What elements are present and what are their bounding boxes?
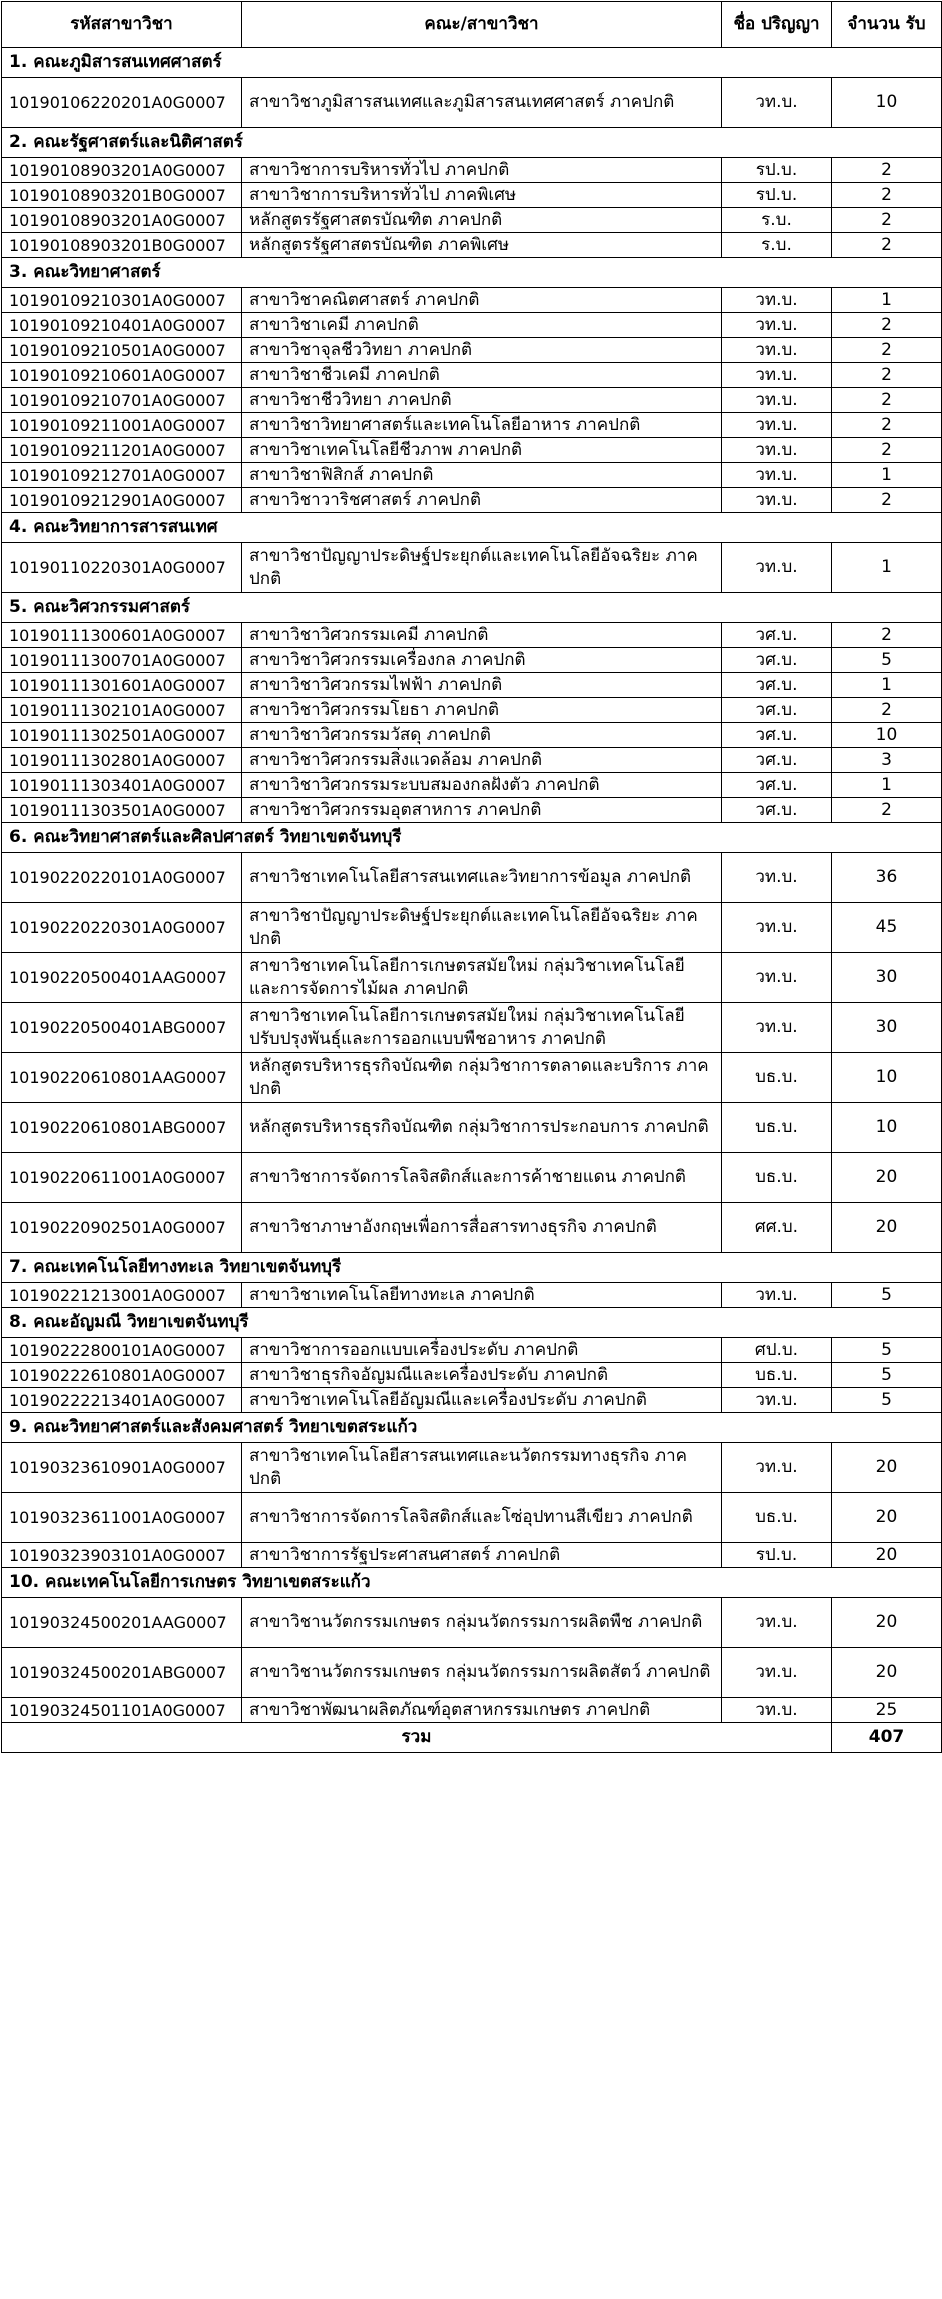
section-row xyxy=(2,128,942,158)
table-row xyxy=(2,1363,942,1388)
row-degree: รป.บ. xyxy=(722,1543,832,1568)
row-program: สาขาวิชาการจัดการโลจิสติกส์และโซ่อุปทานสีเขียว ภาคปกติ xyxy=(242,1493,722,1543)
row-program: สาขาวิชาพัฒนาผลิตภัณฑ์อุตสาหกรรมเกษตร ภาคปกติ xyxy=(242,1698,722,1723)
table-body xyxy=(2,48,942,1723)
row-code: 10190108903201B0G0007 xyxy=(2,183,242,208)
row-program: สาขาวิชาปัญญาประดิษฐ์ประยุกต์และเทคโนโลยีอัจฉริยะ ภาคปกติ xyxy=(242,543,722,593)
table-row xyxy=(2,1598,942,1648)
table-row xyxy=(2,183,942,208)
row-seats: 30 xyxy=(832,1003,942,1053)
section-row xyxy=(2,258,942,288)
row-code: 10190111302101A0G0007 xyxy=(2,698,242,723)
section-row xyxy=(2,823,942,853)
row-program: สาขาวิชาวิศวกรรมระบบสมองกลฝังตัว ภาคปกติ xyxy=(242,773,722,798)
row-code: 10190110220301A0G0007 xyxy=(2,543,242,593)
row-seats: 2 xyxy=(832,388,942,413)
section-title: 6. คณะวิทยาศาสตร์และศิลปศาสตร์ วิทยาเขตจันทบุรี xyxy=(2,823,942,853)
table-row xyxy=(2,773,942,798)
row-program: สาขาวิชาการจัดการโลจิสติกส์และการค้าชายแดน ภาคปกติ xyxy=(242,1153,722,1203)
table-row xyxy=(2,233,942,258)
row-code: 10190109212701A0G0007 xyxy=(2,463,242,488)
row-program: หลักสูตรรัฐศาสตรบัณฑิต ภาคพิเศษ xyxy=(242,233,722,258)
row-code: 10190323610901A0G0007 xyxy=(2,1443,242,1493)
section-title: 9. คณะวิทยาศาสตร์และสังคมศาสตร์ วิทยาเขตสระแก้ว xyxy=(2,1413,942,1443)
row-seats: 2 xyxy=(832,798,942,823)
row-degree: วท.บ. xyxy=(722,1698,832,1723)
row-code: 10190108903201A0G0007 xyxy=(2,158,242,183)
table-row xyxy=(2,673,942,698)
row-code: 10190323611001A0G0007 xyxy=(2,1493,242,1543)
row-code: 10190111303501A0G0007 xyxy=(2,798,242,823)
row-program: สาขาวิชาการบริหารทั่วไป ภาคปกติ xyxy=(242,158,722,183)
row-degree: ร.บ. xyxy=(722,208,832,233)
table-row xyxy=(2,1053,942,1103)
row-program: สาขาวิชาเทคโนโลยีอัญมณีและเครื่องประดับ ภาคปกติ xyxy=(242,1388,722,1413)
row-degree: บธ.บ. xyxy=(722,1103,832,1153)
row-program: สาขาวิชาชีวเคมี ภาคปกติ xyxy=(242,363,722,388)
row-program: สาขาวิชาวิศวกรรมเคมี ภาคปกติ xyxy=(242,623,722,648)
row-seats: 2 xyxy=(832,183,942,208)
header-row xyxy=(2,2,942,48)
row-seats: 2 xyxy=(832,363,942,388)
total-value: 407 xyxy=(832,1723,942,1753)
row-code: 10190220500401ABG0007 xyxy=(2,1003,242,1053)
row-code: 10190108903201A0G0007 xyxy=(2,208,242,233)
row-seats: 2 xyxy=(832,313,942,338)
row-degree: รป.บ. xyxy=(722,183,832,208)
row-code: 10190111303401A0G0007 xyxy=(2,773,242,798)
row-program: สาขาวิชาเทคโนโลยีการเกษตรสมัยใหม่ กลุ่มวิชาเทคโนโลยีปรับปรุงพันธุ์และการออกแบบพืชอาหาร ภาคปกติ xyxy=(242,1003,722,1053)
table-row xyxy=(2,413,942,438)
row-seats: 3 xyxy=(832,748,942,773)
row-degree: บธ.บ. xyxy=(722,1493,832,1543)
table-row xyxy=(2,1543,942,1568)
table-row xyxy=(2,78,942,128)
header-degree: ชื่อ ปริญญา xyxy=(722,2,832,48)
row-seats: 2 xyxy=(832,208,942,233)
row-degree: ร.บ. xyxy=(722,233,832,258)
row-degree: ศศ.บ. xyxy=(722,1203,832,1253)
row-program: หลักสูตรบริหารธุรกิจบัณฑิต กลุ่มวิชาการตลาดและบริการ ภาคปกติ xyxy=(242,1053,722,1103)
row-code: 10190222610801A0G0007 xyxy=(2,1363,242,1388)
row-degree: วศ.บ. xyxy=(722,673,832,698)
row-code: 10190111302801A0G0007 xyxy=(2,748,242,773)
table-row xyxy=(2,1153,942,1203)
table-row xyxy=(2,208,942,233)
row-program: สาขาวิชาปัญญาประดิษฐ์ประยุกต์และเทคโนโลยีอัจฉริยะ ภาคปกติ xyxy=(242,903,722,953)
row-degree: ศป.บ. xyxy=(722,1338,832,1363)
section-title: 3. คณะวิทยาศาสตร์ xyxy=(2,258,942,288)
table-row xyxy=(2,698,942,723)
row-seats: 1 xyxy=(832,288,942,313)
row-program: สาขาวิชานวัตกรรมเกษตร กลุ่มนวัตกรรมการผลิตพืช ภาคปกติ xyxy=(242,1598,722,1648)
table-row xyxy=(2,488,942,513)
row-program: สาขาวิชาวิศวกรรมไฟฟ้า ภาคปกติ xyxy=(242,673,722,698)
row-degree: วศ.บ. xyxy=(722,648,832,673)
row-degree: วท.บ. xyxy=(722,388,832,413)
row-code: 10190220220101A0G0007 xyxy=(2,853,242,903)
header-program: คณะ/สาขาวิชา xyxy=(242,2,722,48)
row-degree: วท.บ. xyxy=(722,338,832,363)
row-degree: บธ.บ. xyxy=(722,1363,832,1388)
row-program: สาขาวิชาวิศวกรรมอุตสาหการ ภาคปกติ xyxy=(242,798,722,823)
table-row xyxy=(2,1203,942,1253)
table-row xyxy=(2,623,942,648)
row-seats: 1 xyxy=(832,773,942,798)
row-code: 10190220610801ABG0007 xyxy=(2,1103,242,1153)
table-row xyxy=(2,1443,942,1493)
row-degree: วท.บ. xyxy=(722,1003,832,1053)
row-code: 10190109210401A0G0007 xyxy=(2,313,242,338)
row-program: สาขาวิชาคณิตศาสตร์ ภาคปกติ xyxy=(242,288,722,313)
row-code: 10190109211201A0G0007 xyxy=(2,438,242,463)
table-row xyxy=(2,1698,942,1723)
row-degree: บธ.บ. xyxy=(722,1053,832,1103)
row-program: หลักสูตรรัฐศาสตรบัณฑิต ภาคปกติ xyxy=(242,208,722,233)
row-code: 10190220610801AAG0007 xyxy=(2,1053,242,1103)
row-degree: วท.บ. xyxy=(722,438,832,463)
row-code: 10190109210501A0G0007 xyxy=(2,338,242,363)
section-title: 1. คณะภูมิสารสนเทศศาสตร์ xyxy=(2,48,942,78)
row-degree: วท.บ. xyxy=(722,1598,832,1648)
row-seats: 5 xyxy=(832,1388,942,1413)
row-seats: 20 xyxy=(832,1648,942,1698)
row-degree: วศ.บ. xyxy=(722,773,832,798)
total-row xyxy=(2,1723,942,1753)
row-code: 10190324501101A0G0007 xyxy=(2,1698,242,1723)
section-title: 4. คณะวิทยาการสารสนเทศ xyxy=(2,513,942,543)
row-seats: 1 xyxy=(832,463,942,488)
table-row xyxy=(2,1493,942,1543)
table-row xyxy=(2,1388,942,1413)
row-program: สาขาวิชาเทคโนโลยีทางทะเล ภาคปกติ xyxy=(242,1283,722,1308)
row-degree: วศ.บ. xyxy=(722,748,832,773)
row-code: 10190220611001A0G0007 xyxy=(2,1153,242,1203)
row-code: 10190324500201AAG0007 xyxy=(2,1598,242,1648)
row-degree: วท.บ. xyxy=(722,413,832,438)
row-seats: 5 xyxy=(832,648,942,673)
row-code: 10190111300601A0G0007 xyxy=(2,623,242,648)
row-program: สาขาวิชาเคมี ภาคปกติ xyxy=(242,313,722,338)
header-seats: จำนวน รับ xyxy=(832,2,942,48)
row-program: สาขาวิชาวิทยาศาสตร์และเทคโนโลยีอาหาร ภาคปกติ xyxy=(242,413,722,438)
table-row xyxy=(2,798,942,823)
row-seats: 1 xyxy=(832,543,942,593)
row-program: สาขาวิชาเทคโนโลยีสารสนเทศและวิทยาการข้อมูล ภาคปกติ xyxy=(242,853,722,903)
row-degree: วศ.บ. xyxy=(722,698,832,723)
row-code: 10190220902501A0G0007 xyxy=(2,1203,242,1253)
row-seats: 5 xyxy=(832,1338,942,1363)
row-seats: 2 xyxy=(832,698,942,723)
row-seats: 20 xyxy=(832,1203,942,1253)
row-seats: 10 xyxy=(832,723,942,748)
row-program: สาขาวิชาภูมิสารสนเทศและภูมิสารสนเทศศาสตร์ ภาคปกติ xyxy=(242,78,722,128)
row-seats: 2 xyxy=(832,158,942,183)
table-row xyxy=(2,158,942,183)
row-program: สาขาวิชาธุรกิจอัญมณีและเครื่องประดับ ภาคปกติ xyxy=(242,1363,722,1388)
row-degree: วท.บ. xyxy=(722,488,832,513)
section-title: 5. คณะวิศวกรรมศาสตร์ xyxy=(2,593,942,623)
row-degree: วท.บ. xyxy=(722,363,832,388)
row-program: สาขาวิชาการออกแบบเครื่องประดับ ภาคปกติ xyxy=(242,1338,722,1363)
row-degree: วท.บ. xyxy=(722,463,832,488)
row-code: 10190221213001A0G0007 xyxy=(2,1283,242,1308)
table-row xyxy=(2,543,942,593)
section-row xyxy=(2,1308,942,1338)
row-code: 10190111302501A0G0007 xyxy=(2,723,242,748)
row-program: สาขาวิชานวัตกรรมเกษตร กลุ่มนวัตกรรมการผลิตสัตว์ ภาคปกติ xyxy=(242,1648,722,1698)
row-seats: 20 xyxy=(832,1443,942,1493)
row-seats: 1 xyxy=(832,673,942,698)
row-degree: รป.บ. xyxy=(722,158,832,183)
row-degree: วท.บ. xyxy=(722,288,832,313)
row-program: สาขาวิชาวิศวกรรมเครื่องกล ภาคปกติ xyxy=(242,648,722,673)
table-row xyxy=(2,1103,942,1153)
row-seats: 2 xyxy=(832,338,942,363)
row-degree: วท.บ. xyxy=(722,853,832,903)
table-row xyxy=(2,1003,942,1053)
row-program: หลักสูตรบริหารธุรกิจบัณฑิต กลุ่มวิชาการประกอบการ ภาคปกติ xyxy=(242,1103,722,1153)
row-seats: 25 xyxy=(832,1698,942,1723)
table-row xyxy=(2,288,942,313)
row-seats: 10 xyxy=(832,1053,942,1103)
row-seats: 2 xyxy=(832,623,942,648)
row-seats: 2 xyxy=(832,233,942,258)
row-code: 10190222213401A0G0007 xyxy=(2,1388,242,1413)
section-row xyxy=(2,1413,942,1443)
row-program: สาขาวิชาจุลชีววิทยา ภาคปกติ xyxy=(242,338,722,363)
table-row xyxy=(2,313,942,338)
row-degree: วท.บ. xyxy=(722,1443,832,1493)
header-code: รหัสสาขาวิชา xyxy=(2,2,242,48)
row-code: 10190220220301A0G0007 xyxy=(2,903,242,953)
row-seats: 20 xyxy=(832,1543,942,1568)
row-program: สาขาวิชาเทคโนโลยีการเกษตรสมัยใหม่ กลุ่มวิชาเทคโนโลยีและการจัดการไม้ผล ภาคปกติ xyxy=(242,953,722,1003)
row-seats: 36 xyxy=(832,853,942,903)
row-code: 10190109212901A0G0007 xyxy=(2,488,242,513)
table-row xyxy=(2,648,942,673)
row-program: สาขาวิชาเทคโนโลยีสารสนเทศและนวัตกรรมทางธุรกิจ ภาคปกติ xyxy=(242,1443,722,1493)
row-program: สาขาวิชาการรัฐประศาสนศาสตร์ ภาคปกติ xyxy=(242,1543,722,1568)
row-code: 10190323903101A0G0007 xyxy=(2,1543,242,1568)
row-code: 10190324500201ABG0007 xyxy=(2,1648,242,1698)
table-row xyxy=(2,388,942,413)
table-row xyxy=(2,903,942,953)
row-degree: วท.บ. xyxy=(722,313,832,338)
row-seats: 20 xyxy=(832,1493,942,1543)
table-row xyxy=(2,1338,942,1363)
row-program: สาขาวิชาการบริหารทั่วไป ภาคพิเศษ xyxy=(242,183,722,208)
section-title: 10. คณะเทคโนโลยีการเกษตร วิทยาเขตสระแก้ว xyxy=(2,1568,942,1598)
row-degree: วท.บ. xyxy=(722,543,832,593)
row-seats: 20 xyxy=(832,1153,942,1203)
row-code: 10190109211001A0G0007 xyxy=(2,413,242,438)
table-row xyxy=(2,723,942,748)
row-seats: 30 xyxy=(832,953,942,1003)
section-row xyxy=(2,1568,942,1598)
row-seats: 2 xyxy=(832,438,942,463)
section-row xyxy=(2,48,942,78)
table-row xyxy=(2,463,942,488)
row-seats: 10 xyxy=(832,1103,942,1153)
row-seats: 5 xyxy=(832,1283,942,1308)
table-row xyxy=(2,853,942,903)
row-program: สาขาวิชาภาษาอังกฤษเพื่อการสื่อสารทางธุรกิจ ภาคปกติ xyxy=(242,1203,722,1253)
row-program: สาขาวิชาวาริชศาสตร์ ภาคปกติ xyxy=(242,488,722,513)
table-row xyxy=(2,953,942,1003)
row-code: 10190109210701A0G0007 xyxy=(2,388,242,413)
row-seats: 2 xyxy=(832,488,942,513)
row-program: สาขาวิชาชีววิทยา ภาคปกติ xyxy=(242,388,722,413)
row-program: สาขาวิชาวิศวกรรมสิ่งแวดล้อม ภาคปกติ xyxy=(242,748,722,773)
row-code: 10190220500401AAG0007 xyxy=(2,953,242,1003)
section-title: 8. คณะอัญมณี วิทยาเขตจันทบุรี xyxy=(2,1308,942,1338)
table-row xyxy=(2,338,942,363)
section-row xyxy=(2,1253,942,1283)
table-row xyxy=(2,1283,942,1308)
row-degree: วท.บ. xyxy=(722,953,832,1003)
table-row xyxy=(2,1648,942,1698)
row-code: 10190108903201B0G0007 xyxy=(2,233,242,258)
admission-table xyxy=(1,1,942,1753)
row-code: 10190109210301A0G0007 xyxy=(2,288,242,313)
total-label: รวม xyxy=(2,1723,832,1753)
row-degree: วท.บ. xyxy=(722,1388,832,1413)
table-row xyxy=(2,438,942,463)
row-seats: 5 xyxy=(832,1363,942,1388)
row-code: 10190106220201A0G0007 xyxy=(2,78,242,128)
row-program: สาขาวิชาฟิสิกส์ ภาคปกติ xyxy=(242,463,722,488)
section-title: 7. คณะเทคโนโลยีทางทะเล วิทยาเขตจันทบุรี xyxy=(2,1253,942,1283)
row-degree: วท.บ. xyxy=(722,903,832,953)
row-program: สาขาวิชาวิศวกรรมวัสดุ ภาคปกติ xyxy=(242,723,722,748)
table-row xyxy=(2,363,942,388)
row-degree: วท.บ. xyxy=(722,1283,832,1308)
row-program: สาขาวิชาวิศวกรรมโยธา ภาคปกติ xyxy=(242,698,722,723)
row-seats: 20 xyxy=(832,1598,942,1648)
row-code: 10190111300701A0G0007 xyxy=(2,648,242,673)
row-degree: วศ.บ. xyxy=(722,623,832,648)
row-seats: 45 xyxy=(832,903,942,953)
row-seats: 2 xyxy=(832,413,942,438)
row-degree: วศ.บ. xyxy=(722,723,832,748)
row-seats: 10 xyxy=(832,78,942,128)
row-degree: วท.บ. xyxy=(722,78,832,128)
row-code: 10190109210601A0G0007 xyxy=(2,363,242,388)
row-degree: วท.บ. xyxy=(722,1648,832,1698)
section-row xyxy=(2,593,942,623)
row-degree: บธ.บ. xyxy=(722,1153,832,1203)
section-row xyxy=(2,513,942,543)
section-title: 2. คณะรัฐศาสตร์และนิติศาสตร์ xyxy=(2,128,942,158)
row-degree: วศ.บ. xyxy=(722,798,832,823)
row-code: 10190222800101A0G0007 xyxy=(2,1338,242,1363)
table-row xyxy=(2,748,942,773)
row-program: สาขาวิชาเทคโนโลยีชีวภาพ ภาคปกติ xyxy=(242,438,722,463)
row-code: 10190111301601A0G0007 xyxy=(2,673,242,698)
